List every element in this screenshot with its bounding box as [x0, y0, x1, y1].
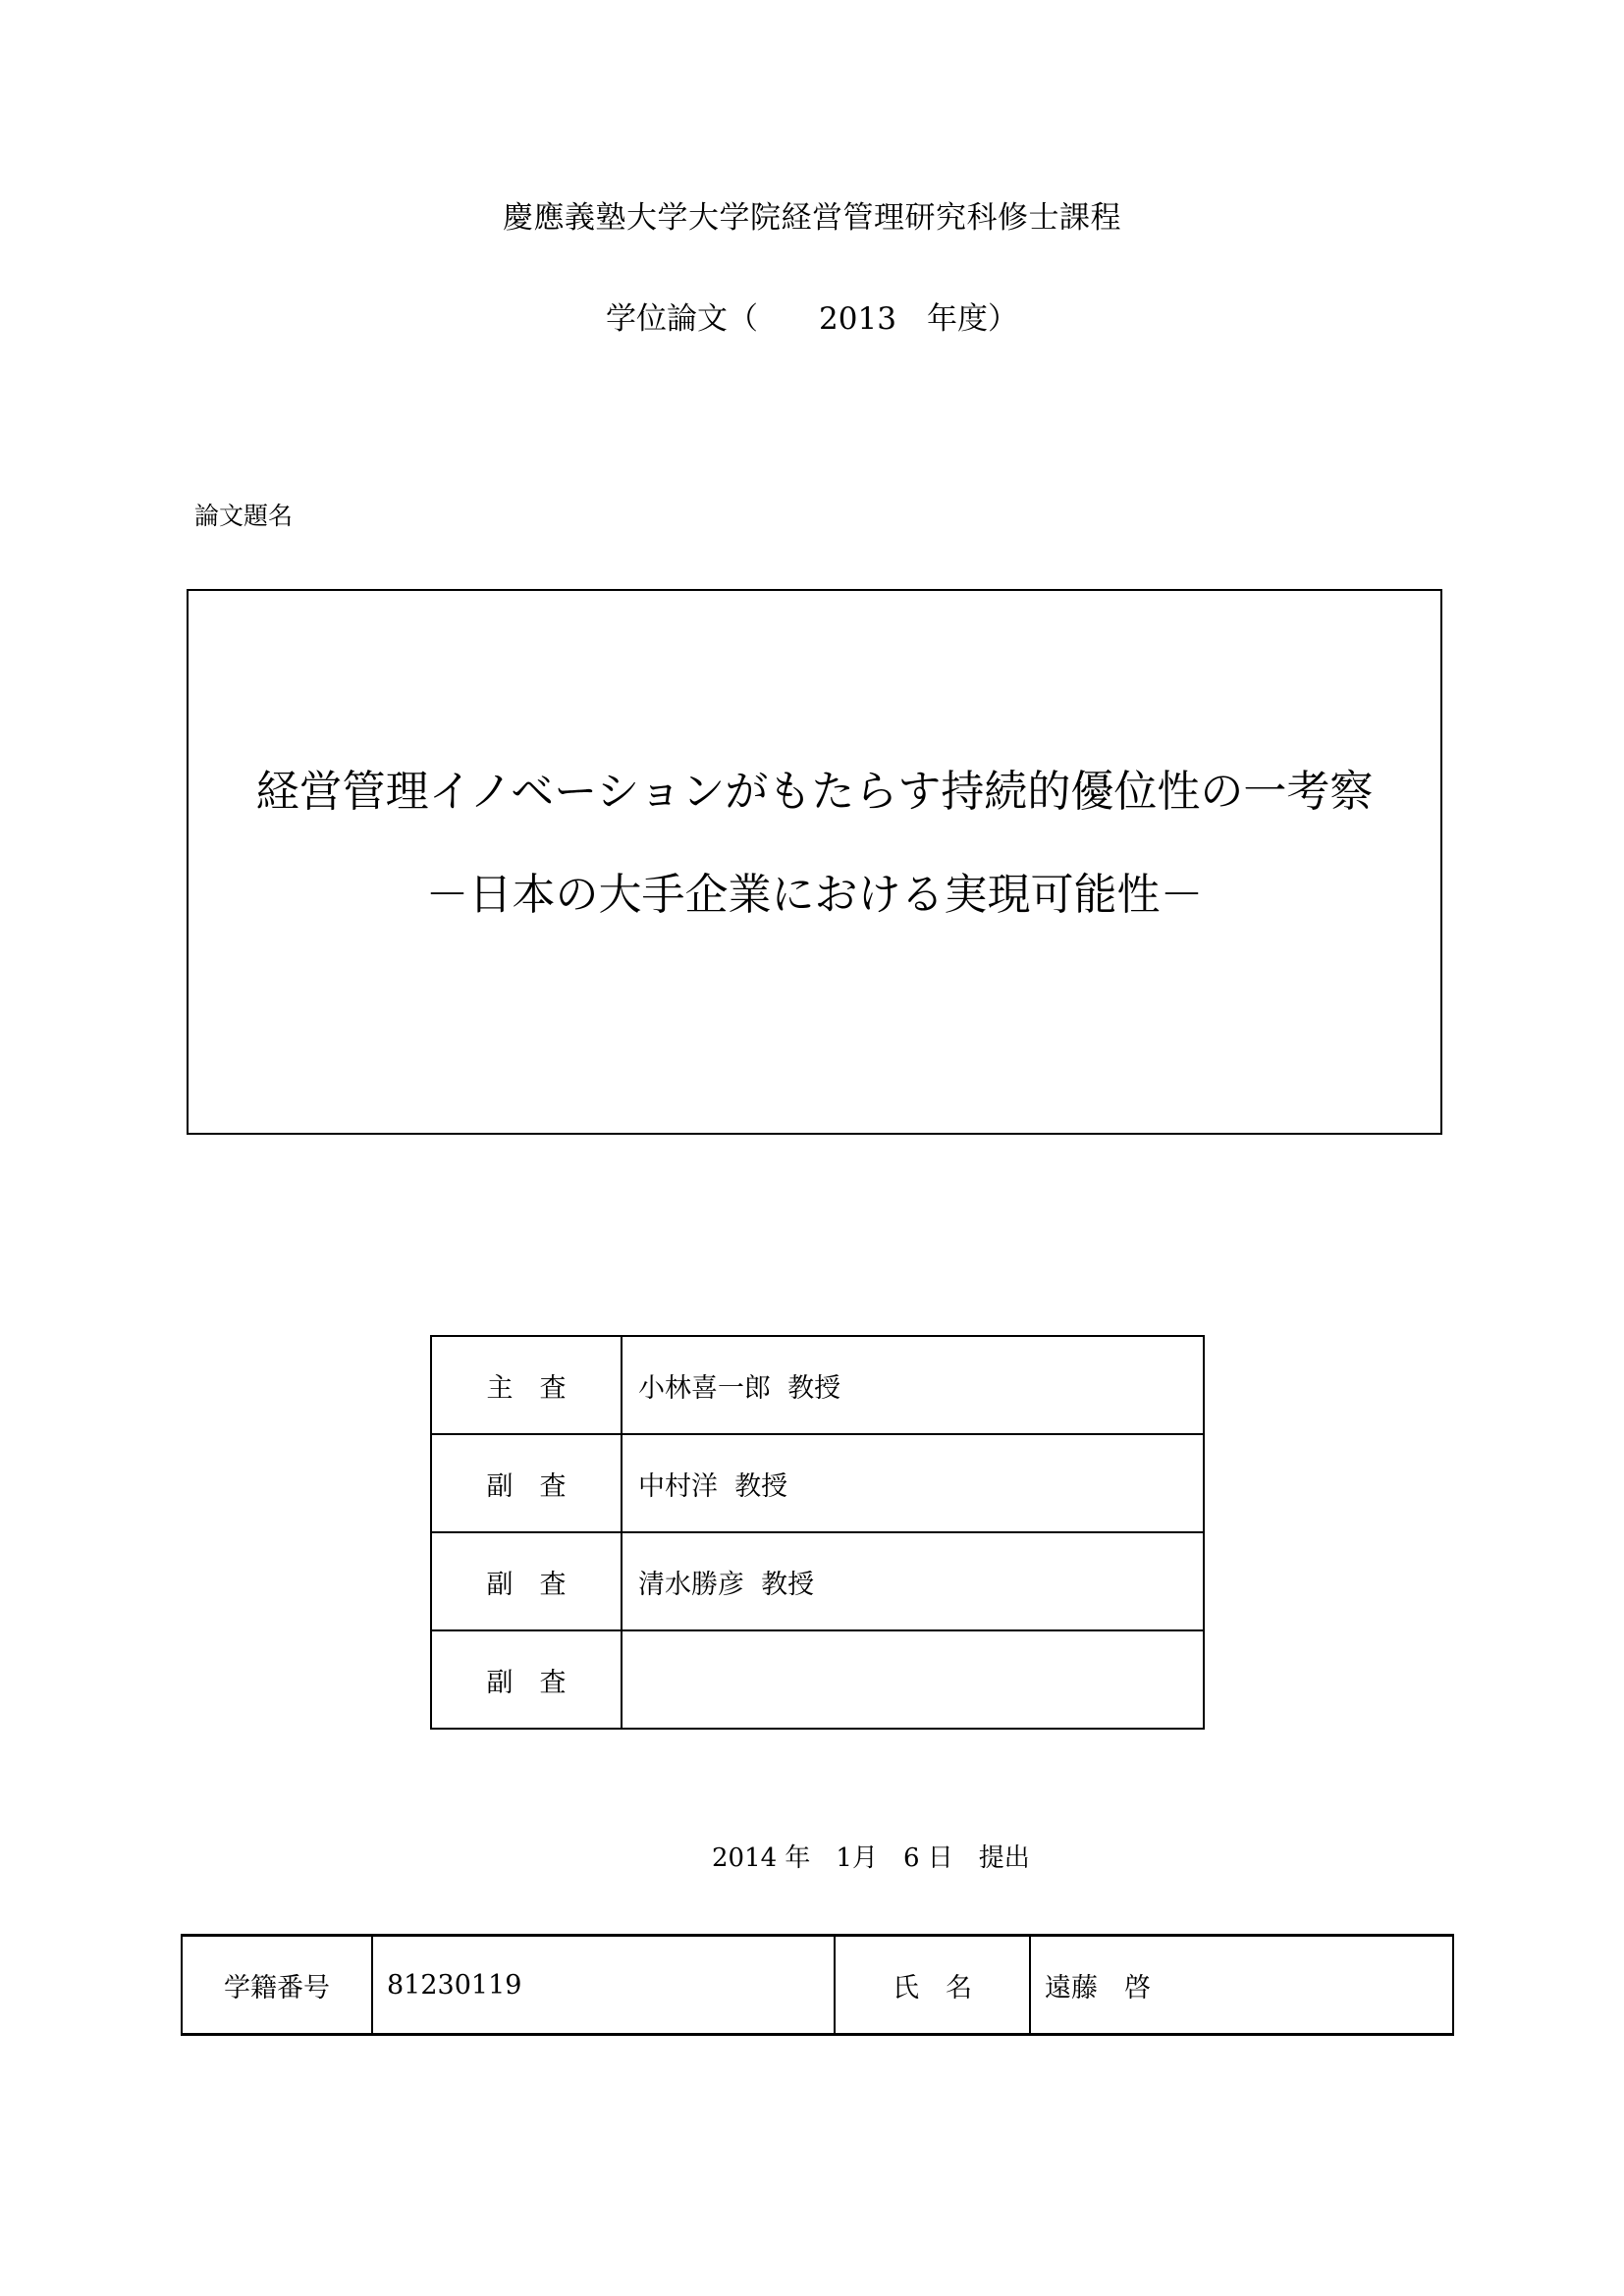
thesis-subtitle: －日本の大手企業における実現可能性－: [425, 870, 1204, 920]
examiner-name: 小林喜一郎 教授: [622, 1336, 1204, 1434]
student-id-value: 81230119: [372, 1936, 835, 2035]
examiner-role: 副 査: [431, 1532, 622, 1630]
examiner-role: 副 査: [431, 1630, 622, 1729]
examiner-role: 主 査: [431, 1336, 622, 1434]
examiner-row-sub-3: [431, 1630, 1204, 1729]
student-info-row: [182, 1936, 1453, 2035]
submission-date: 2014 年 1月 6 日 提出: [712, 1843, 1030, 1873]
examiner-row-sub-2: [431, 1532, 1204, 1630]
examiner-name: 清水勝彦 教授: [622, 1532, 1204, 1630]
thesis-main-title: 経営管理イノベーションがもたらす持続的優位性の一考察: [255, 767, 1374, 817]
degree-thesis-year: 学位論文（ 2013 年度）: [606, 301, 1018, 337]
examiner-name: [622, 1630, 1204, 1729]
examiner-name: 中村洋 教授: [622, 1434, 1204, 1532]
student-id-label: 学籍番号: [182, 1936, 372, 2035]
examiner-role: 副 査: [431, 1434, 622, 1532]
university-program-heading: 慶應義塾大学大学院経営管理研究科修士課程: [503, 200, 1121, 236]
student-name-label: 氏 名: [835, 1936, 1030, 2035]
student-info-table: [181, 1934, 1454, 2036]
examiner-row-sub-1: [431, 1434, 1204, 1532]
thesis-title-label: 論文題名: [194, 502, 294, 530]
examiners-table: [430, 1335, 1205, 1730]
student-name-value: 遠藤 啓: [1030, 1936, 1453, 2035]
examiner-row-chief: [431, 1336, 1204, 1434]
thesis-title-box: [187, 589, 1442, 1135]
